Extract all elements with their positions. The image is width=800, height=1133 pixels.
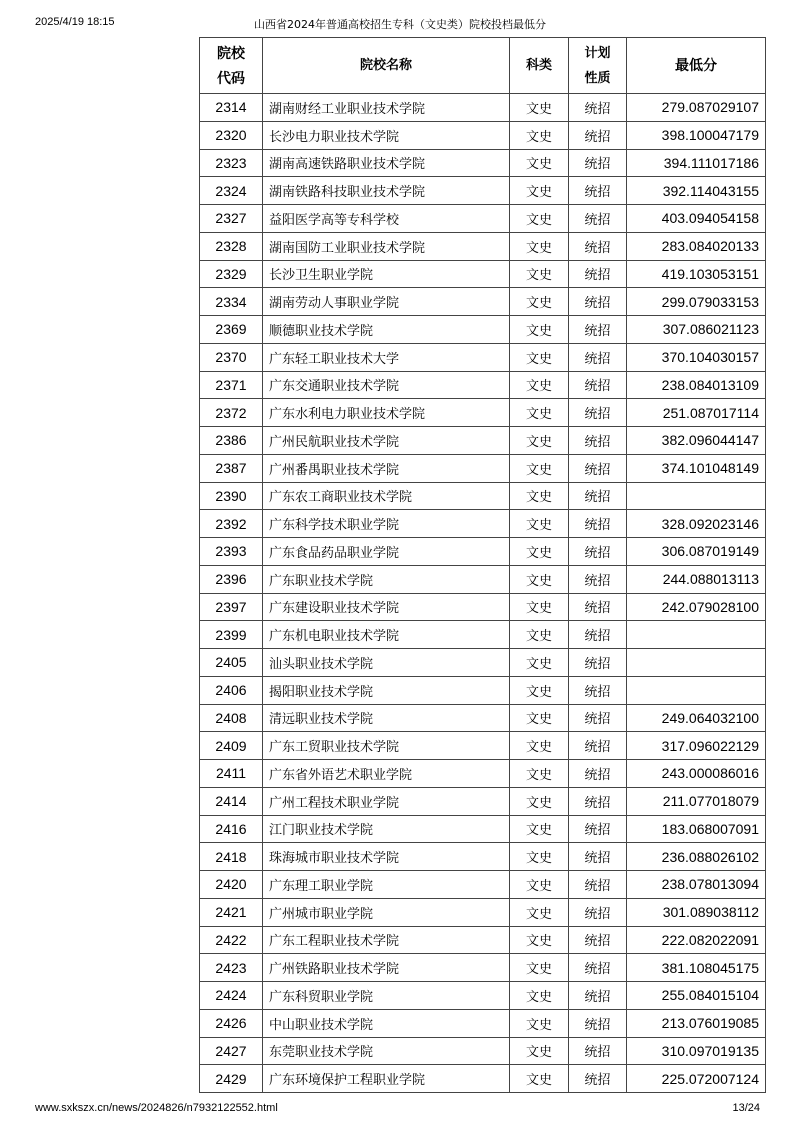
table-row	[200, 482, 766, 510]
cell-score: 242.079028100	[627, 593, 766, 621]
cell-score: 310.097019135	[627, 1037, 766, 1065]
cell-category: 文史	[510, 149, 569, 177]
cell-score: 381.108045175	[627, 954, 766, 982]
cell-category: 文史	[510, 815, 569, 843]
header-plan-line2: 性质	[584, 70, 611, 86]
table-row	[200, 704, 766, 732]
table-row	[200, 94, 766, 122]
cell-plan: 统招	[569, 510, 627, 538]
cell-plan: 统招	[569, 649, 627, 677]
cell-score: 211.077018079	[627, 787, 766, 815]
cell-plan: 统招	[569, 260, 627, 288]
cell-score: 374.101048149	[627, 454, 766, 482]
cell-category: 文史	[510, 260, 569, 288]
cell-code: 2334	[200, 288, 263, 316]
table-row	[200, 371, 766, 399]
cell-plan: 统招	[569, 316, 627, 344]
cell-plan: 统招	[569, 94, 627, 122]
cell-score: 403.094054158	[627, 205, 766, 233]
cell-category: 文史	[510, 787, 569, 815]
cell-plan: 统招	[569, 454, 627, 482]
cell-score: 251.087017114	[627, 399, 766, 427]
cell-plan: 统招	[569, 760, 627, 788]
cell-code: 2323	[200, 149, 263, 177]
cell-score: 419.103053151	[627, 260, 766, 288]
cell-code: 2314	[200, 94, 263, 122]
header-plan	[569, 38, 627, 94]
cell-score	[627, 482, 766, 510]
cell-plan: 统招	[569, 843, 627, 871]
cell-name: 湖南国防工业职业技术学院	[263, 232, 510, 260]
cell-category: 文史	[510, 843, 569, 871]
cell-score: 183.068007091	[627, 815, 766, 843]
cell-score: 307.086021123	[627, 316, 766, 344]
table-row	[200, 565, 766, 593]
table-row	[200, 898, 766, 926]
table-row	[200, 787, 766, 815]
cell-category: 文史	[510, 177, 569, 205]
cell-category: 文史	[510, 982, 569, 1010]
cell-name: 长沙电力职业技术学院	[263, 121, 510, 149]
cell-plan: 统招	[569, 205, 627, 233]
cell-score: 255.084015104	[627, 982, 766, 1010]
cell-code: 2320	[200, 121, 263, 149]
score-table	[199, 37, 766, 1093]
cell-plan: 统招	[569, 676, 627, 704]
table-row	[200, 676, 766, 704]
cell-code: 2392	[200, 510, 263, 538]
cell-category: 文史	[510, 316, 569, 344]
cell-code: 2421	[200, 898, 263, 926]
cell-plan: 统招	[569, 1009, 627, 1037]
cell-plan: 统招	[569, 538, 627, 566]
cell-category: 文史	[510, 760, 569, 788]
cell-name: 广东理工职业学院	[263, 871, 510, 899]
table-row	[200, 871, 766, 899]
cell-code: 2418	[200, 843, 263, 871]
cell-score: 283.084020133	[627, 232, 766, 260]
cell-category: 文史	[510, 732, 569, 760]
table-body	[200, 94, 766, 1093]
cell-code: 2369	[200, 316, 263, 344]
cell-category: 文史	[510, 343, 569, 371]
cell-code: 2396	[200, 565, 263, 593]
header-score: 最低分	[627, 38, 766, 94]
cell-code: 2420	[200, 871, 263, 899]
cell-name: 江门职业技术学院	[263, 815, 510, 843]
cell-score: 306.087019149	[627, 538, 766, 566]
cell-name: 广东科学技术职业学院	[263, 510, 510, 538]
table-row	[200, 343, 766, 371]
table-row	[200, 982, 766, 1010]
cell-plan: 统招	[569, 982, 627, 1010]
cell-category: 文史	[510, 676, 569, 704]
table-row	[200, 843, 766, 871]
table-row	[200, 454, 766, 482]
table-row	[200, 427, 766, 455]
cell-plan: 统招	[569, 954, 627, 982]
cell-plan: 统招	[569, 427, 627, 455]
cell-plan: 统招	[569, 288, 627, 316]
table-row	[200, 399, 766, 427]
cell-plan: 统招	[569, 1037, 627, 1065]
header-plan-line1: 计划	[584, 45, 611, 61]
cell-category: 文史	[510, 621, 569, 649]
cell-name: 广东工程职业技术学院	[263, 926, 510, 954]
cell-name: 广东水利电力职业技术学院	[263, 399, 510, 427]
cell-category: 文史	[510, 926, 569, 954]
table-row	[200, 232, 766, 260]
cell-code: 2426	[200, 1009, 263, 1037]
cell-name: 广东环境保护工程职业学院	[263, 1065, 510, 1093]
table-row	[200, 149, 766, 177]
cell-category: 文史	[510, 427, 569, 455]
table-row	[200, 954, 766, 982]
cell-score: 394.111017186	[627, 149, 766, 177]
cell-category: 文史	[510, 94, 569, 122]
cell-name: 湖南财经工业职业技术学院	[263, 94, 510, 122]
cell-code: 2409	[200, 732, 263, 760]
cell-category: 文史	[510, 704, 569, 732]
cell-code: 2411	[200, 760, 263, 788]
cell-name: 珠海城市职业技术学院	[263, 843, 510, 871]
cell-code: 2408	[200, 704, 263, 732]
cell-name: 汕头职业技术学院	[263, 649, 510, 677]
table-row	[200, 732, 766, 760]
cell-score: 370.104030157	[627, 343, 766, 371]
cell-category: 文史	[510, 538, 569, 566]
cell-plan: 统招	[569, 565, 627, 593]
cell-plan: 统招	[569, 232, 627, 260]
cell-code: 2370	[200, 343, 263, 371]
cell-name: 广东食品药品职业学院	[263, 538, 510, 566]
cell-score: 244.088013113	[627, 565, 766, 593]
cell-code: 2397	[200, 593, 263, 621]
cell-name: 广东机电职业技术学院	[263, 621, 510, 649]
cell-name: 广东工贸职业技术学院	[263, 732, 510, 760]
table-row	[200, 121, 766, 149]
cell-score: 236.088026102	[627, 843, 766, 871]
table-row	[200, 177, 766, 205]
cell-category: 文史	[510, 649, 569, 677]
cell-code: 2427	[200, 1037, 263, 1065]
table-row	[200, 538, 766, 566]
cell-category: 文史	[510, 565, 569, 593]
cell-category: 文史	[510, 232, 569, 260]
table-row	[200, 1037, 766, 1065]
cell-code: 2372	[200, 399, 263, 427]
cell-score: 238.084013109	[627, 371, 766, 399]
cell-name: 广东建设职业技术学院	[263, 593, 510, 621]
cell-name: 广东科贸职业学院	[263, 982, 510, 1010]
cell-score: 225.072007124	[627, 1065, 766, 1093]
cell-plan: 统招	[569, 732, 627, 760]
cell-name: 湖南高速铁路职业技术学院	[263, 149, 510, 177]
cell-plan: 统招	[569, 1065, 627, 1093]
header-code-line1: 院校	[217, 44, 245, 61]
cell-plan: 统招	[569, 121, 627, 149]
cell-name: 广东交通职业技术学院	[263, 371, 510, 399]
print-datetime: 2025/4/19 18:15	[35, 16, 115, 28]
header-code	[200, 38, 263, 94]
cell-name: 湖南劳动人事职业学院	[263, 288, 510, 316]
cell-plan: 统招	[569, 177, 627, 205]
cell-plan: 统招	[569, 787, 627, 815]
table-row	[200, 1065, 766, 1093]
cell-category: 文史	[510, 954, 569, 982]
cell-plan: 统招	[569, 399, 627, 427]
cell-code: 2387	[200, 454, 263, 482]
cell-code: 2328	[200, 232, 263, 260]
cell-score: 279.087029107	[627, 94, 766, 122]
cell-category: 文史	[510, 371, 569, 399]
cell-code: 2423	[200, 954, 263, 982]
cell-plan: 统招	[569, 926, 627, 954]
cell-name: 清远职业技术学院	[263, 704, 510, 732]
table-row	[200, 815, 766, 843]
cell-category: 文史	[510, 593, 569, 621]
cell-code: 2405	[200, 649, 263, 677]
table-row	[200, 510, 766, 538]
table-row	[200, 316, 766, 344]
table-row	[200, 260, 766, 288]
cell-plan: 统招	[569, 704, 627, 732]
cell-name: 广东轻工职业技术大学	[263, 343, 510, 371]
header-name: 院校名称	[263, 38, 510, 94]
cell-name: 广州民航职业技术学院	[263, 427, 510, 455]
table-row	[200, 288, 766, 316]
cell-plan: 统招	[569, 343, 627, 371]
cell-plan: 统招	[569, 898, 627, 926]
cell-plan: 统招	[569, 815, 627, 843]
table-row	[200, 621, 766, 649]
cell-category: 文史	[510, 399, 569, 427]
cell-category: 文史	[510, 1009, 569, 1037]
table-header-row	[200, 38, 766, 94]
cell-category: 文史	[510, 454, 569, 482]
cell-code: 2406	[200, 676, 263, 704]
cell-category: 文史	[510, 482, 569, 510]
cell-score: 398.100047179	[627, 121, 766, 149]
cell-score: 301.089038112	[627, 898, 766, 926]
cell-code: 2324	[200, 177, 263, 205]
cell-code: 2327	[200, 205, 263, 233]
cell-name: 广州工程技术职业学院	[263, 787, 510, 815]
cell-code: 2390	[200, 482, 263, 510]
cell-name: 湖南铁路科技职业技术学院	[263, 177, 510, 205]
cell-plan: 统招	[569, 593, 627, 621]
cell-name: 广州铁路职业技术学院	[263, 954, 510, 982]
cell-score: 382.096044147	[627, 427, 766, 455]
cell-plan: 统招	[569, 482, 627, 510]
cell-code: 2414	[200, 787, 263, 815]
cell-code: 2429	[200, 1065, 263, 1093]
header-category: 科类	[510, 38, 569, 94]
cell-score: 249.064032100	[627, 704, 766, 732]
cell-code: 2424	[200, 982, 263, 1010]
cell-name: 揭阳职业技术学院	[263, 676, 510, 704]
cell-score: 213.076019085	[627, 1009, 766, 1037]
cell-plan: 统招	[569, 149, 627, 177]
cell-code: 2371	[200, 371, 263, 399]
table-row	[200, 760, 766, 788]
cell-code: 2416	[200, 815, 263, 843]
cell-code: 2329	[200, 260, 263, 288]
table-row	[200, 593, 766, 621]
cell-name: 广州番禺职业技术学院	[263, 454, 510, 482]
cell-plan: 统招	[569, 871, 627, 899]
cell-category: 文史	[510, 871, 569, 899]
cell-plan: 统招	[569, 371, 627, 399]
cell-score	[627, 649, 766, 677]
cell-category: 文史	[510, 205, 569, 233]
cell-code: 2399	[200, 621, 263, 649]
cell-plan: 统招	[569, 621, 627, 649]
header-code-line2: 代码	[217, 69, 245, 86]
cell-name: 广东农工商职业技术学院	[263, 482, 510, 510]
cell-name: 中山职业技术学院	[263, 1009, 510, 1037]
page-url: www.sxkszx.cn/news/2024826/n7932122552.html	[35, 1102, 278, 1114]
cell-name: 顺德职业技术学院	[263, 316, 510, 344]
table-row	[200, 205, 766, 233]
cell-score: 317.096022129	[627, 732, 766, 760]
cell-code: 2393	[200, 538, 263, 566]
page-title: 山西省2024年普通高校招生专科（文史类）院校投档最低分	[254, 18, 546, 31]
cell-score: 238.078013094	[627, 871, 766, 899]
cell-name: 广州城市职业学院	[263, 898, 510, 926]
cell-score: 222.082022091	[627, 926, 766, 954]
cell-name: 长沙卫生职业学院	[263, 260, 510, 288]
cell-score: 392.114043155	[627, 177, 766, 205]
cell-category: 文史	[510, 510, 569, 538]
table-row	[200, 1009, 766, 1037]
cell-score: 328.092023146	[627, 510, 766, 538]
cell-category: 文史	[510, 898, 569, 926]
page-number: 13/24	[732, 1102, 760, 1114]
cell-name: 东莞职业技术学院	[263, 1037, 510, 1065]
table-row	[200, 926, 766, 954]
cell-category: 文史	[510, 1037, 569, 1065]
cell-score	[627, 676, 766, 704]
cell-category: 文史	[510, 288, 569, 316]
cell-name: 益阳医学高等专科学校	[263, 205, 510, 233]
cell-category: 文史	[510, 1065, 569, 1093]
cell-score: 243.000086016	[627, 760, 766, 788]
cell-code: 2386	[200, 427, 263, 455]
table-row	[200, 649, 766, 677]
cell-name: 广东职业技术学院	[263, 565, 510, 593]
cell-category: 文史	[510, 121, 569, 149]
cell-code: 2422	[200, 926, 263, 954]
cell-name: 广东省外语艺术职业学院	[263, 760, 510, 788]
cell-score	[627, 621, 766, 649]
cell-score: 299.079033153	[627, 288, 766, 316]
